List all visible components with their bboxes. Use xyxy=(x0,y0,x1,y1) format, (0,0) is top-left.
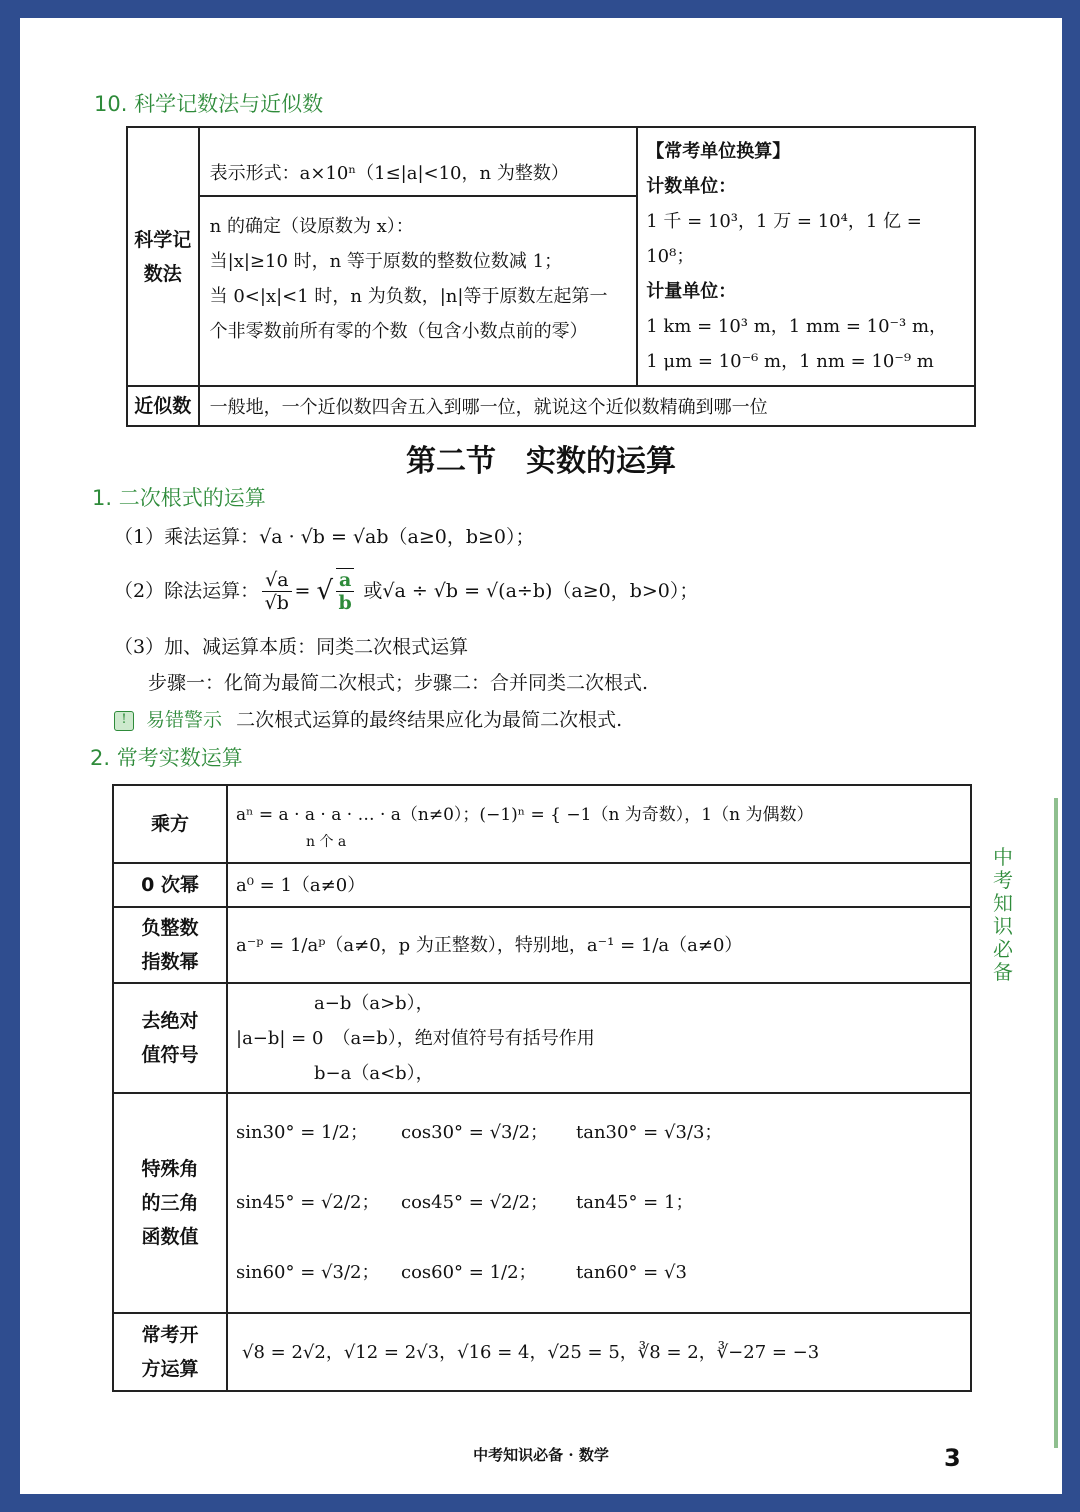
warning: ! 易错警示 二次根式运算的最终结果应化为最简二次根式. xyxy=(114,704,622,736)
unit-title: 【常考单位换算】 xyxy=(646,141,791,162)
cos30: cos30° = √3/2； xyxy=(401,1122,549,1143)
tan30: tan30° = √3/3； xyxy=(576,1122,723,1143)
section-10-title: 10. 科学记数法与近似数 xyxy=(94,92,324,116)
tan60: tan60° = √3 xyxy=(576,1262,687,1283)
row-zero-power-formula: a⁰ = 1（a≠0） xyxy=(227,863,971,907)
form-line: 表示形式：a×10ⁿ（1≤|a|<10，n 为整数） xyxy=(200,153,637,197)
mul-rule: （1）乘法运算：√a · √b = √ab（a≥0，b≥0）； xyxy=(114,526,535,548)
sin60: sin60° = √3/2； xyxy=(236,1262,380,1283)
sub1-title: 1. 二次根式的运算 xyxy=(92,486,266,510)
real-ops-table xyxy=(112,784,972,1392)
approx-label: 近似数 xyxy=(127,386,199,426)
side-tab: 中考知识必备 xyxy=(993,845,1013,984)
measure-label: 计量单位： xyxy=(646,281,737,302)
sci-notation-label: 科学记数法 xyxy=(127,127,199,386)
row-abs-formula: a−b（a>b）， |a−b| = 0 （a=b），绝对值符号有括号作用 b−a（a<b）， xyxy=(227,983,971,1093)
tan45: tan45° = 1； xyxy=(576,1192,694,1213)
sci-notation-body xyxy=(199,127,638,386)
row-power-formula: aⁿ = a · a · a · … · a（n≠0）；(−1)ⁿ = { −1（n 为奇数），1（n 为偶数） n 个 a xyxy=(227,785,971,863)
n-rule-3: 个非零数前所有零的个数（包含小数点前的零） xyxy=(209,320,588,342)
sci-notation-table xyxy=(126,126,976,427)
row-trig-label: 特殊角的三角函数值 xyxy=(113,1093,227,1313)
sub2-title: 2. 常考实数运算 xyxy=(90,746,243,770)
add-rule: （3）加、减运算本质：同类二次根式运算 xyxy=(114,636,469,658)
side-divider xyxy=(1054,798,1058,1448)
steps: 步骤一：化简为最简二次根式；步骤二：合并同类二次根式. xyxy=(148,672,649,694)
count-label: 计数单位： xyxy=(646,176,737,197)
warning-icon: ! xyxy=(114,711,134,731)
unit-box xyxy=(637,127,975,386)
div-rule: （2）除法运算： $\frac{√a}{√b}$ = √ $\frac{a}{b}$ 或√a ÷ √b = √(a÷b)（a≥0，b>0）； xyxy=(114,568,699,614)
measure-units-2: 1 μm = 10⁻⁶ m，1 nm = 10⁻⁹ m xyxy=(646,351,934,372)
count-units: 1 千 = 10³，1 万 = 10⁴，1 亿 = 10⁸； xyxy=(646,211,922,267)
sin45: sin45° = √2/2； xyxy=(236,1192,380,1213)
row-neg-power-formula: a⁻ᵖ = 1/aᵖ（a≠0，p 为正整数），特别地，a⁻¹ = 1/a（a≠0） xyxy=(227,907,971,983)
page-number: 3 xyxy=(944,1444,961,1472)
measure-units-1: 1 km = 10³ m，1 mm = 10⁻³ m， xyxy=(646,316,948,337)
row-neg-power-label: 负整数指数幂 xyxy=(113,907,227,983)
n-rule-1: 当|x|≥10 时，n 等于原数的整数位数减 1； xyxy=(209,250,563,272)
sin30: sin30° = 1/2； xyxy=(236,1122,368,1143)
n-rule-2: 当 0<|x|<1 时，n 为负数，|n|等于原数左起第一 xyxy=(209,285,608,307)
row-zero-power-label: 0 次幂 xyxy=(113,863,227,907)
n-title: n 的确定（设原数为 x）： xyxy=(209,215,414,237)
page xyxy=(20,18,1062,1494)
section-title: 第二节 实数的运算 xyxy=(406,444,676,479)
row-power-label: 乘方 xyxy=(113,785,227,863)
row-root-label: 常考开方运算 xyxy=(113,1313,227,1391)
row-trig-values xyxy=(227,1093,971,1313)
cos60: cos60° = 1/2； xyxy=(401,1262,537,1283)
approx-text: 一般地，一个近似数四舍五入到哪一位，就说这个近似数精确到哪一位 xyxy=(199,386,975,426)
row-root-formula: √8 = 2√2，√12 = 2√3，√16 = 4，√25 = 5，∛8 = 2，∛−27 = −3 xyxy=(227,1313,971,1391)
cos45: cos45° = √2/2； xyxy=(401,1192,549,1213)
footer-text: 中考知识必备 · 数学 xyxy=(473,1446,609,1464)
row-abs-label: 去绝对值符号 xyxy=(113,983,227,1093)
